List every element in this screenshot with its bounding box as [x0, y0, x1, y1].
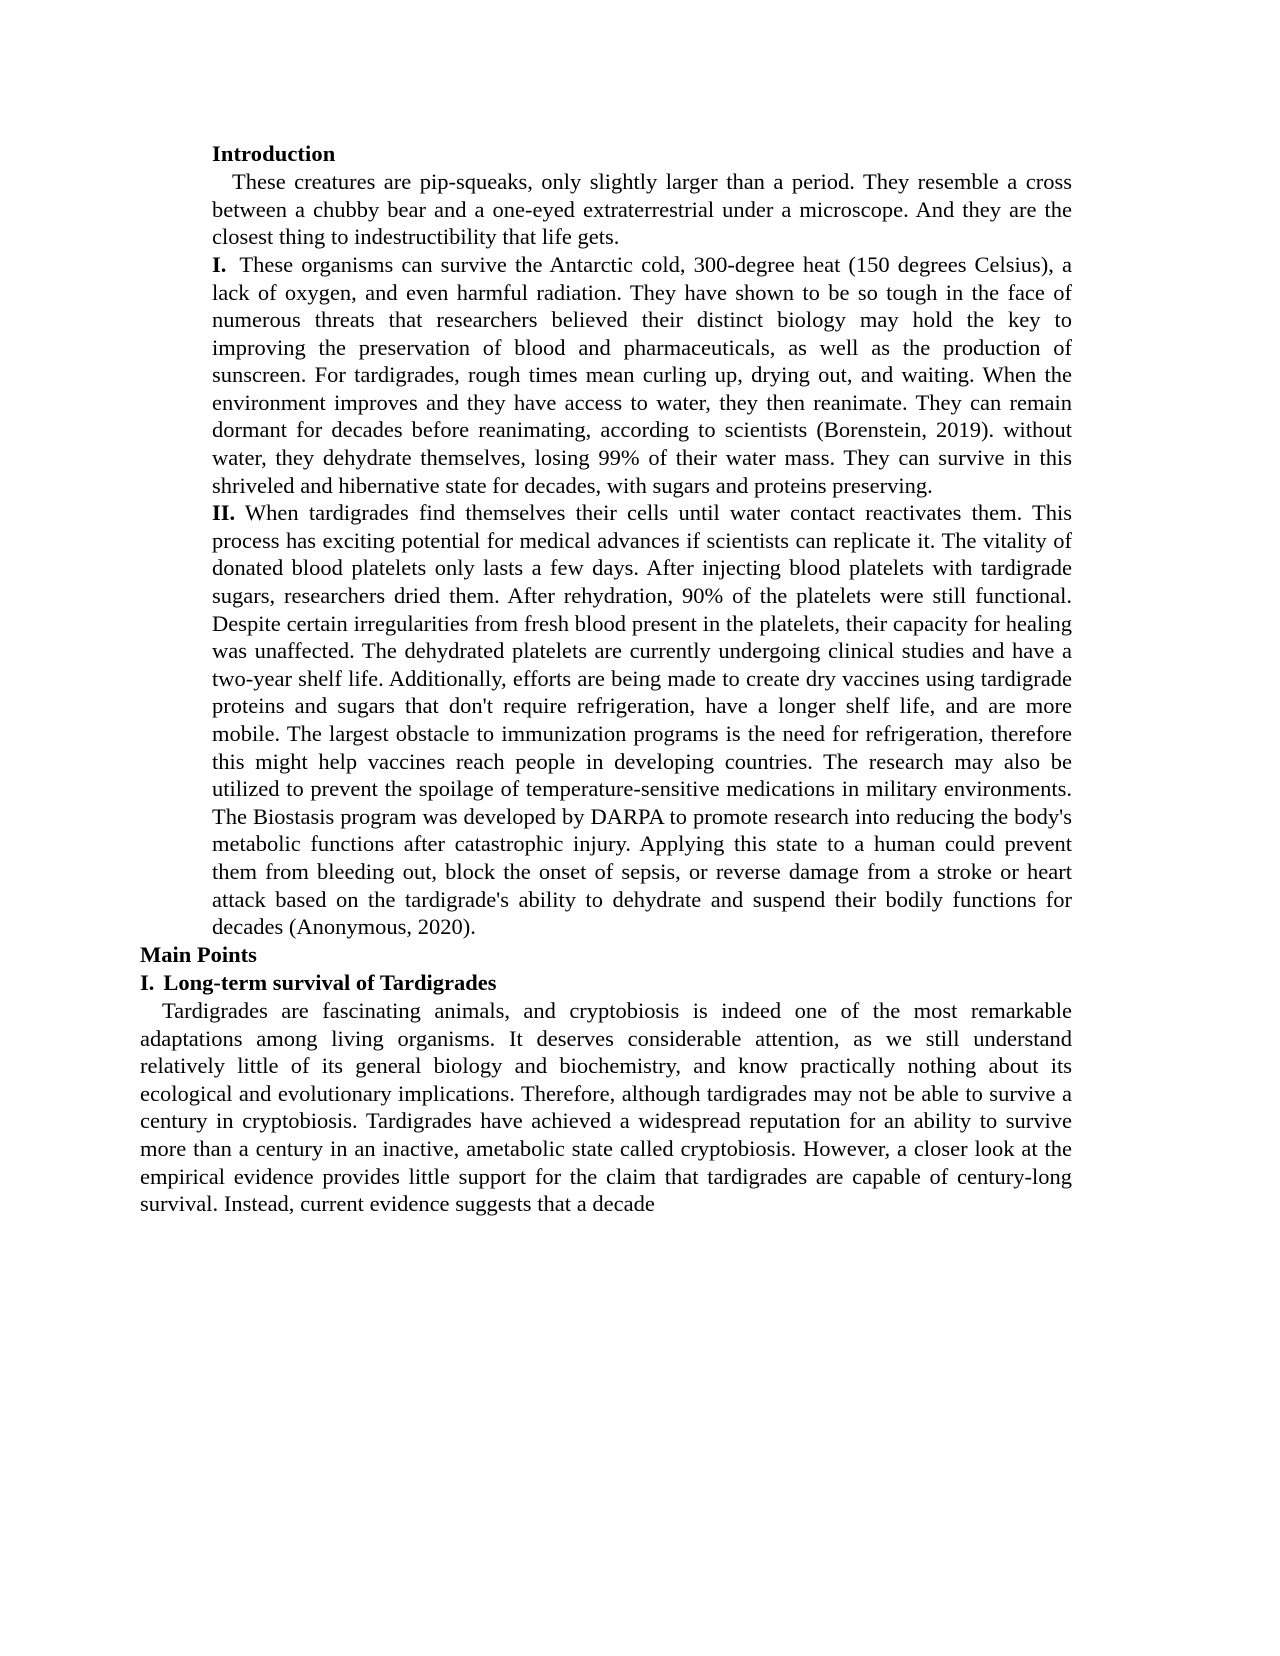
point-one-text: These organisms can survive the Antarctic cold, 300-degree heat (150 degrees Celsius), a lack of oxygen, and even harmful radiation. They have shown to be so tough in the face of numerous threats that researchers believed their distinct biology may hold the key to improving the preservation of blood and pharmaceuticals, as well as the production of sunscreen. For tardigrades, rough times mean curling up, drying out, and waiting. When the environment improves and they have access to water, they then reanimate. They can remain dormant for decades before reanimating, according to scientists (Borenstein, 2019). without water, they dehydrate themselves, losing 99% of their water mass. They can survive in this shriveled and hibernative state for decades, with sugars and proteins preserving. [212, 251, 1072, 498]
introduction-heading: Introduction [212, 141, 336, 166]
introduction-opening-paragraph: These creatures are pip-squeaks, only slightly larger than a period. They resemble a cross between a chubby bear and a one-eyed extraterrestrial under a microscope. And they are the closest thing to indestructibility that life gets. [212, 169, 1072, 250]
introduction-point-two-paragraph [212, 499, 1072, 941]
point-two-text: When tardigrades find themselves their cells until water contact reactivates them. This process has exciting potential for medical advances if scientists can replicate it. The vitality of donated blood platelets only lasts a few days. After injecting blood platelets with tardigrade sugars, researchers dried them. After rehydration, 90% of the platelets were still functional. Despite certain irregularities from fresh blood present in the platelets, their capacity for healing was unaffected. The dehydrated platelets are currently undergoing clinical studies and have a two-year shelf life. Additionally, efforts are being made to create dry vaccines using tardigrade proteins and sugars that don't require refrigeration, have a longer shelf life, and are more mobile. The largest obstacle to immunization programs is the need for refrigeration, therefore this might help vaccines reach people in developing countries. The research may also be utilized to prevent the spoilage of temperature-sensitive medications in military environments. The Biostasis program was developed by DARPA to promote research into reducing the body's metabolic functions after catastrophic injury. Applying this state to a human could prevent them from bleeding out, block the onset of sepsis, or reverse damage from a stroke or heart attack based on the tardigrade's ability to dehydrate and suspend their bodily functions for decades (Anonymous, 2020). [212, 500, 1072, 940]
main-points-heading: Main Points [140, 941, 257, 967]
point-two-label: II. [212, 500, 236, 526]
document-text-column [140, 0, 1072, 1218]
subsection-one-heading [140, 969, 1072, 997]
subsection-one-title: Long-term survival of Tardigrades [163, 969, 497, 995]
introduction-point-one-paragraph [212, 251, 1072, 499]
subsection-one-paragraph: Tardigrades are fascinating animals, and cryptobiosis is indeed one of the most remarkable adaptations among living organisms. It deserves considerable attention, as we still understand relatively little of its general biology and biochemistry, and know practically nothing about its ecological and evolutionary implications. Therefore, although tardigrades may not be able to survive a century in cryptobiosis. Tardigrades have achieved a widespread reputation for an ability to survive more than a century in an inactive, ametabolic state called cryptobiosis. However, a closer look at the empirical evidence provides little support for the claim that tardigrades are capable of century-long survival. Instead, current evidence suggests that a decade [140, 998, 1072, 1217]
introduction-section [212, 140, 1072, 941]
main-points-section [140, 941, 1072, 1218]
subsection-one-number: I. [140, 969, 155, 995]
point-one-label: I. [212, 251, 227, 277]
